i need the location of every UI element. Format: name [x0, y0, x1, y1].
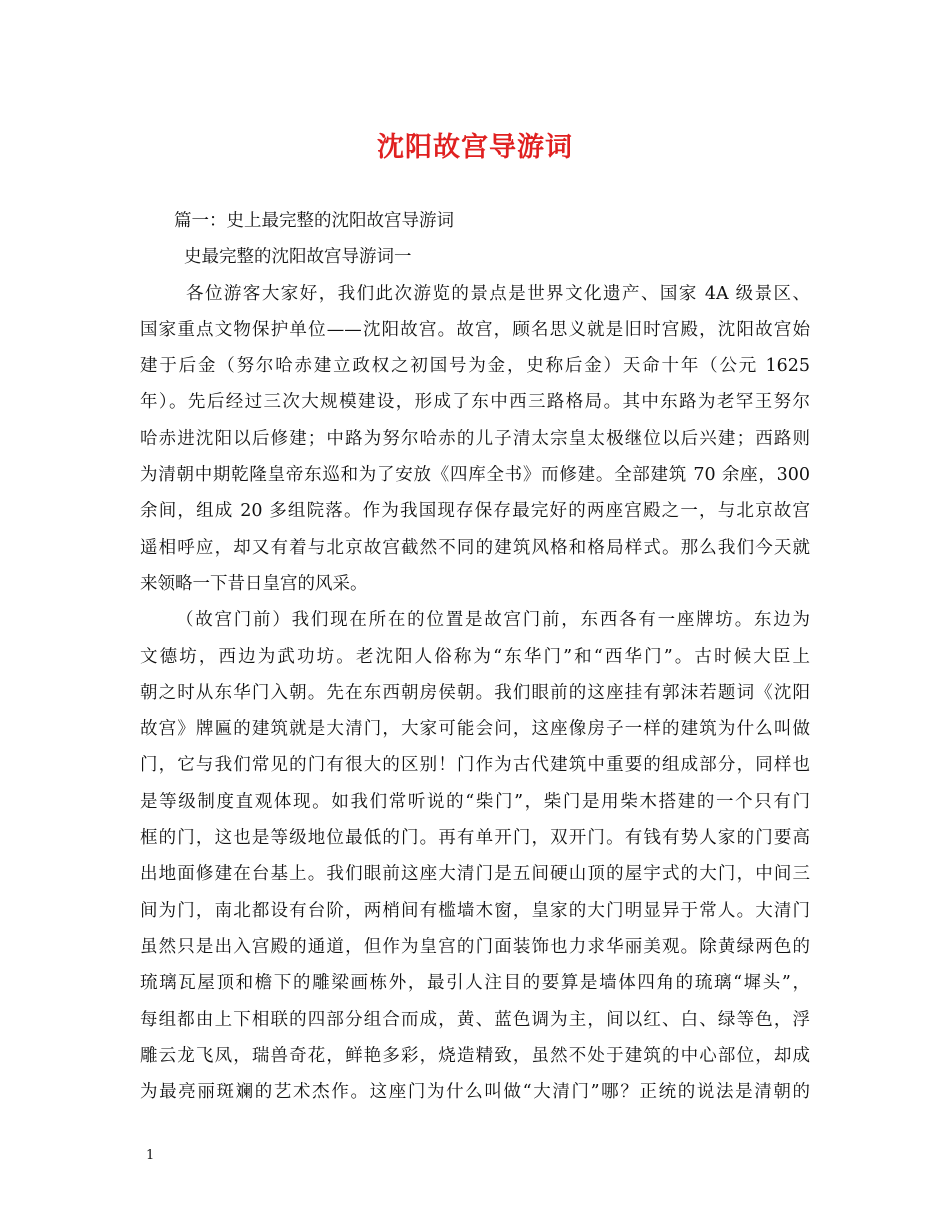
- paragraph-line: 雕云龙飞凤，瑞兽奇花，鲜艳多彩，烧造精致，虽然不处于建筑的中心部位，却成: [140, 1045, 810, 1066]
- paragraph-line: 门，它与我们常见的门有很大的区别！门作为古代建筑中重要的组成部分，同样也: [140, 755, 810, 776]
- paragraph-line: 建于后金（努尔哈赤建立政权之初国号为金，史称后金）天命十年（公元 1625: [140, 356, 810, 377]
- paragraph-line: 哈赤进沈阳以后修建；中路为努尔哈赤的儿子清太宗皇太极继位以后兴建；西路则: [140, 428, 810, 449]
- paragraph-1: [140, 276, 810, 603]
- paragraph-line: 框的门，这也是等级地位最低的门。再有单开门，双开门。有钱有势人家的门要高: [140, 828, 810, 849]
- page-number: 1: [146, 1148, 155, 1163]
- paragraph-line: 出地面修建在台基上。我们眼前这座大清门是五间硬山顶的屋宇式的大门，中间三: [140, 864, 810, 885]
- paragraph-line: 琉璃瓦屋顶和檐下的雕梁画栋外，最引人注目的要算是墙体四角的琉璃“墀头”，: [140, 973, 810, 994]
- paragraph-line: （故宫门前）我们现在所在的位置是故宫门前，东西各有一座牌坊。东边为: [176, 610, 810, 631]
- paragraph-line: 余间，组成 20 多组院落。作为我国现存保存最完好的两座宫殿之一，与北京故宫: [140, 501, 810, 522]
- paragraph-line: 虽然只是出入宫殿的通道，但作为皇宫的门面装饰也力求华丽美观。除黄绿两色的: [140, 936, 810, 957]
- page-title: 沈阳故宫导游词: [377, 132, 573, 163]
- document-body: [140, 203, 810, 1110]
- paragraph-line: 故宫》牌匾的建筑就是大清门，大家可能会问，这座像房子一样的建筑为什么叫做: [140, 719, 810, 740]
- paragraph-line: 文德坊，西边为武功坊。老沈阳人俗称为“东华门”和“西华门”。古时候大臣上: [140, 646, 810, 667]
- paragraph-line: 每组都由上下相联的四部分组合而成，黄、蓝色调为主，间以红、白、绿等色，浮: [140, 1009, 810, 1030]
- paragraph-line: 间为门，南北都设有台阶，两梢间有槛墙木窗，皇家的大门明显异于常人。大清门: [140, 900, 810, 921]
- paragraph-line: 为清朝中期乾隆皇帝东巡和为了安放《四库全书》而修建。全部建筑 70 余座，300: [140, 465, 810, 486]
- paragraph-line: 年）。先后经过三次大规模建设，形成了东中西三路格局。其中东路为老罕王努尔: [140, 392, 810, 413]
- paragraph-line: 遥相呼应，却又有着与北京故宫截然不同的建筑风格和格局样式。那么我们今天就: [140, 537, 810, 558]
- paragraph-2: [140, 602, 810, 1110]
- paragraph-line: 来领略一下昔日皇宫的风采。: [140, 573, 368, 594]
- paragraph-line: 国家重点文物保护单位——沈阳故宫。故宫，顾名思义就是旧时宫殿，沈阳故宫始: [140, 319, 810, 340]
- paragraph-line: 各位游客大家好，我们此次游览的景点是世界文化遗产、国家 4A 级景区、: [186, 283, 810, 304]
- paragraph-line: 朝之时从东华门入朝。先在东西朝房侯朝。我们眼前的这座挂有郭沫若题词《沈阳: [140, 682, 810, 703]
- paragraph-line: 为最亮丽斑斓的艺术杰作。这座门为什么叫做“大清门”哪？正统的说法是清朝的: [140, 1082, 810, 1103]
- paragraph-line: 是等级制度直观体现。如我们常听说的“柴门”，柴门是用柴木搭建的一个只有门: [140, 791, 810, 812]
- section-heading: 篇一：史上最完整的沈阳故宫导游词: [174, 211, 454, 231]
- sub-heading: 史最完整的沈阳故宫导游词一: [184, 247, 412, 268]
